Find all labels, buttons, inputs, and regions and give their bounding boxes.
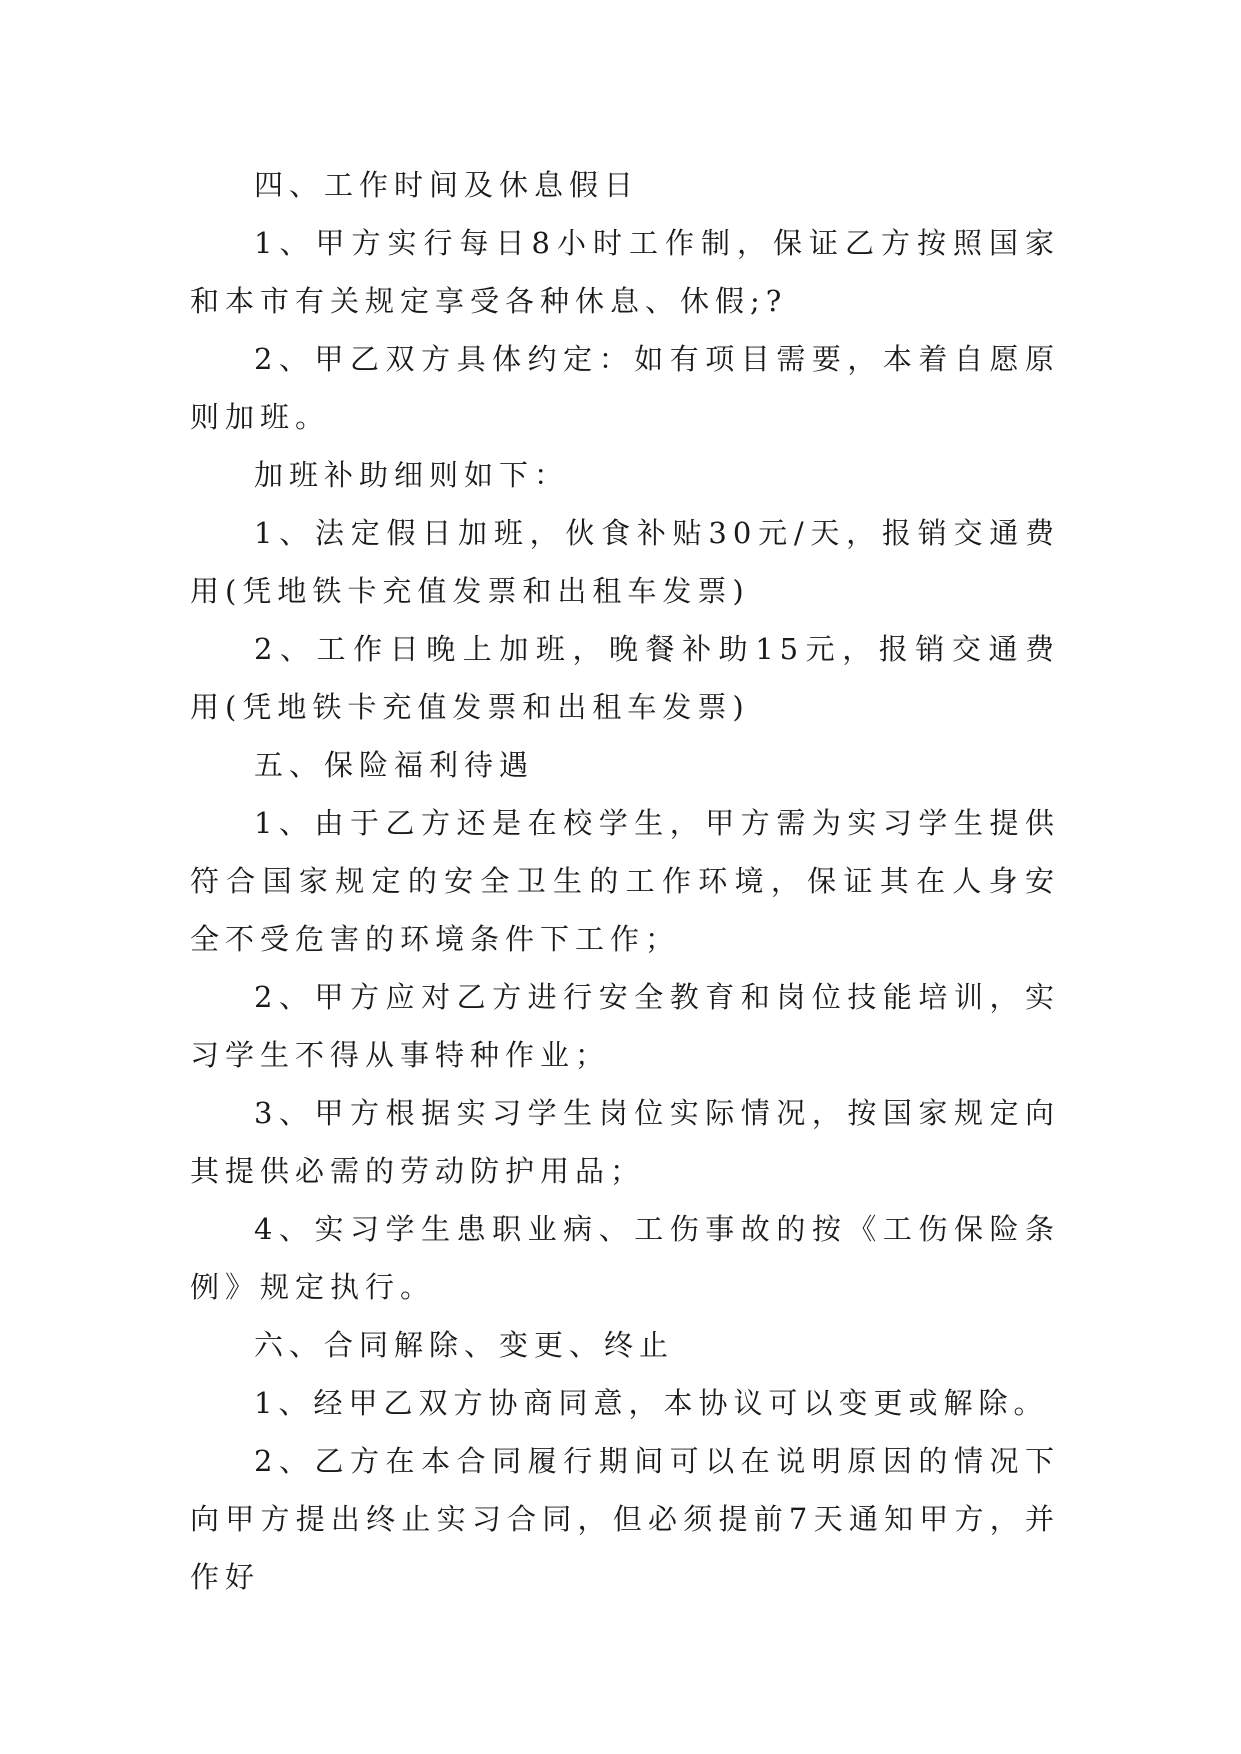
document-body [190,156,1060,1606]
paragraph: 2、甲方应对乙方进行安全教育和岗位技能培训，实习学生不得从事特种作业； [190,980,1060,1072]
section-heading-termination: 六、合同解除、变更、终止 [254,1328,675,1362]
section-heading-work-hours: 四、工作时间及休息假日 [254,168,640,202]
paragraph: 4、实习学生患职业病、工伤事故的按《工伤保险条例》规定执行。 [190,1212,1060,1304]
paragraph: 2、乙方在本合同履行期间可以在说明原因的情况下向甲方提出终止实习合同，但必须提前7天通知甲方，并作好 [190,1444,1060,1594]
paragraph: 1、由于乙方还是在校学生，甲方需为实习学生提供符合国家规定的安全卫生的工作环境，保证其在人身安全不受危害的环境条件下工作； [190,806,1060,956]
paragraph: 3、甲方根据实习学生岗位实际情况，按国家规定向其提供必需的劳动防护用品； [190,1096,1060,1188]
paragraph: 2、甲乙双方具体约定：如有项目需要，本着自愿原则加班。 [190,342,1060,434]
paragraph: 1、法定假日加班，伙食补贴30元/天，报销交通费用(凭地铁卡充值发票和出租车发票) [190,516,1060,608]
paragraph: 1、经甲乙双方协商同意，本协议可以变更或解除。 [254,1386,1049,1420]
paragraph: 1、甲方实行每日8小时工作制，保证乙方按照国家和本市有关规定享受各种休息、休假;? [190,226,1060,318]
subheading-overtime-rules: 加班补助细则如下： [254,458,570,492]
paragraph: 2、工作日晚上加班，晚餐补助15元，报销交通费用(凭地铁卡充值发票和出租车发票) [190,632,1060,724]
section-heading-insurance: 五、保险福利待遇 [254,748,535,782]
